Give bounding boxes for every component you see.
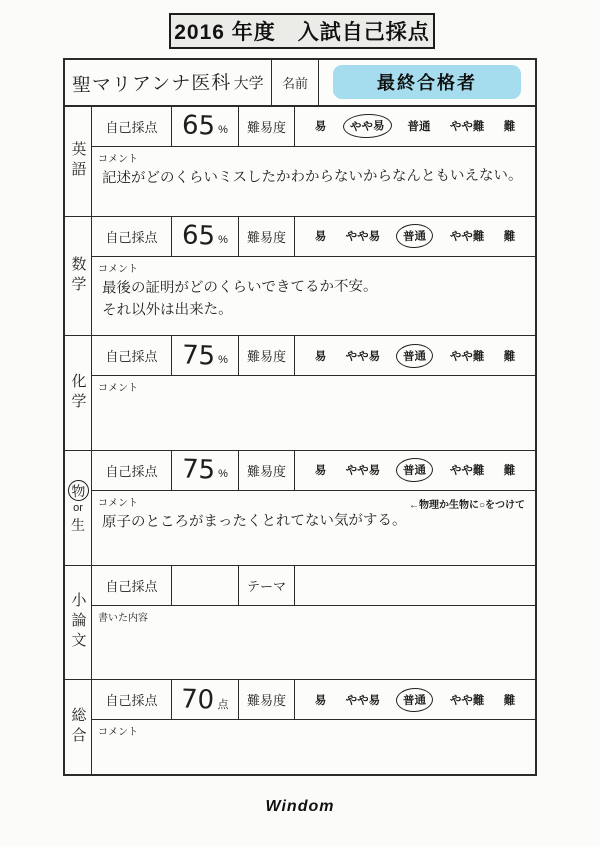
subject-label-cell [65,451,92,565]
difficulty-option: やや難 [449,121,485,134]
subject-row-overall [65,680,535,774]
difficulty-option-selected: 普通 [396,343,434,368]
difficulty-option: 普通 [407,121,431,134]
comment-label: コメント [98,153,138,165]
difficulty-option: やや難 [449,231,485,244]
comment-cell [92,147,535,216]
subject-row-essay [65,566,535,681]
difficulty-option-selected: やや易 [342,114,391,140]
self-score-value-cell [172,336,239,375]
score-unit: % [218,468,228,481]
self-score-value-cell [172,680,239,719]
difficulty-label: 難易度 [239,680,295,719]
subject-row-math [65,217,535,337]
difficulty-options [295,217,535,256]
name-label: 名前 [281,75,308,91]
self-score-value-cell [172,217,239,256]
comment-label: コメント [98,497,138,509]
difficulty-option: 難 [503,465,516,478]
difficulty-option: やや難 [449,694,485,707]
name-value-cell [319,60,535,105]
comment-text: 原子のところがまったくとれてない気がする。 [101,512,407,531]
subject-label-cell [65,680,92,774]
subject-label-cell [65,107,92,216]
university-cell [65,60,272,105]
comment-cell [92,257,535,336]
comment-label: コメント [98,383,138,395]
subject-name: 化学 [69,373,87,414]
name-label-cell [272,60,319,105]
university-name-handwritten: 聖マリアンナ医科 [72,71,232,97]
theme-label: テーマ [239,566,295,605]
comment-cell [92,720,535,774]
windom-logo: Windom [265,798,335,815]
difficulty-option: やや難 [449,350,485,363]
difficulty-label: 難易度 [239,336,295,375]
score-unit: % [218,124,228,137]
comment-text: 記述がどのくらいミスしたかわからないからなんともいえない。 [101,167,523,187]
subject-row-physics-or-biology [65,451,535,566]
subject-label-cell [65,217,92,336]
subject-name: 総合 [69,707,87,748]
page-title [169,13,435,49]
self-score-value-cell [172,566,239,605]
subject-name: 英語 [69,141,87,182]
self-score-label: 自己採点 [92,566,172,605]
difficulty-option: やや易 [345,465,381,478]
difficulty-option: 易 [314,350,327,363]
self-score-value: 75 [181,340,216,372]
subject-name-physics-circled: 物 [67,480,89,502]
subject-row-english [65,107,535,217]
difficulty-option: 易 [314,231,327,244]
difficulty-option: 難 [503,350,516,363]
subject-name: 小論文 [69,592,87,653]
subject-row-chemistry [65,336,535,451]
result-badge: 最終合格者 [333,65,521,99]
difficulty-options [295,336,535,375]
difficulty-option: やや難 [449,465,485,478]
difficulty-option: 難 [503,231,516,244]
self-score-value: 75 [181,454,216,486]
difficulty-option: 難 [503,121,516,134]
university-suffix-label: 大学 [233,74,264,92]
difficulty-option: やや易 [345,231,381,244]
difficulty-option: やや易 [345,694,381,707]
theme-value-cell [295,566,535,605]
comment-label: コメント [98,727,138,739]
written-content-cell [92,606,535,680]
self-score-label: 自己採点 [92,336,172,375]
difficulty-options [295,107,535,146]
comment-cell [92,376,535,450]
self-score-label: 自己採点 [92,451,172,490]
difficulty-option: 難 [503,694,516,707]
score-unit: % [218,353,228,366]
difficulty-option: 易 [314,465,327,478]
difficulty-options [295,451,535,490]
self-score-label: 自己採点 [92,680,172,719]
difficulty-options [295,680,535,719]
subject-label-cell [65,566,92,680]
subject-name-biology: 生 [71,517,85,534]
difficulty-label: 難易度 [239,451,295,490]
difficulty-option: 易 [314,694,327,707]
self-score-value: 65 [181,220,216,252]
difficulty-label: 難易度 [239,217,295,256]
difficulty-option: 易 [314,121,327,134]
self-score-value-cell [172,107,239,146]
score-unit: % [218,234,228,247]
scoring-sheet [63,58,537,776]
self-score-value: 65 [181,110,216,142]
written-content-label: 書いた内容 [98,612,148,624]
subject-name: 数学 [69,255,87,296]
self-score-value: 70 [180,684,216,716]
self-score-label: 自己採点 [92,217,172,256]
self-score-label: 自己採点 [92,107,172,146]
score-unit: 点 [217,698,229,711]
subject-label-cell [65,336,92,450]
sheet-header-row [65,60,535,107]
difficulty-option-selected: 普通 [396,687,434,712]
circle-physics-or-biology-note: ←物理か生物に○をつけて [408,499,525,511]
self-score-value-cell [172,451,239,490]
page-title-text: 2016 年度 入試自己採点 [174,21,430,44]
subject-name-or: or [73,502,83,515]
difficulty-label: 難易度 [239,107,295,146]
comment-cell [92,491,535,565]
difficulty-option: やや易 [345,350,381,363]
difficulty-option-selected: 普通 [396,458,434,483]
comment-label: コメント [98,263,138,275]
comment-text: 最後の証明がどのくらいできてるか不安。 それ以外は出来た。 [101,278,378,319]
difficulty-option-selected: 普通 [396,223,434,248]
